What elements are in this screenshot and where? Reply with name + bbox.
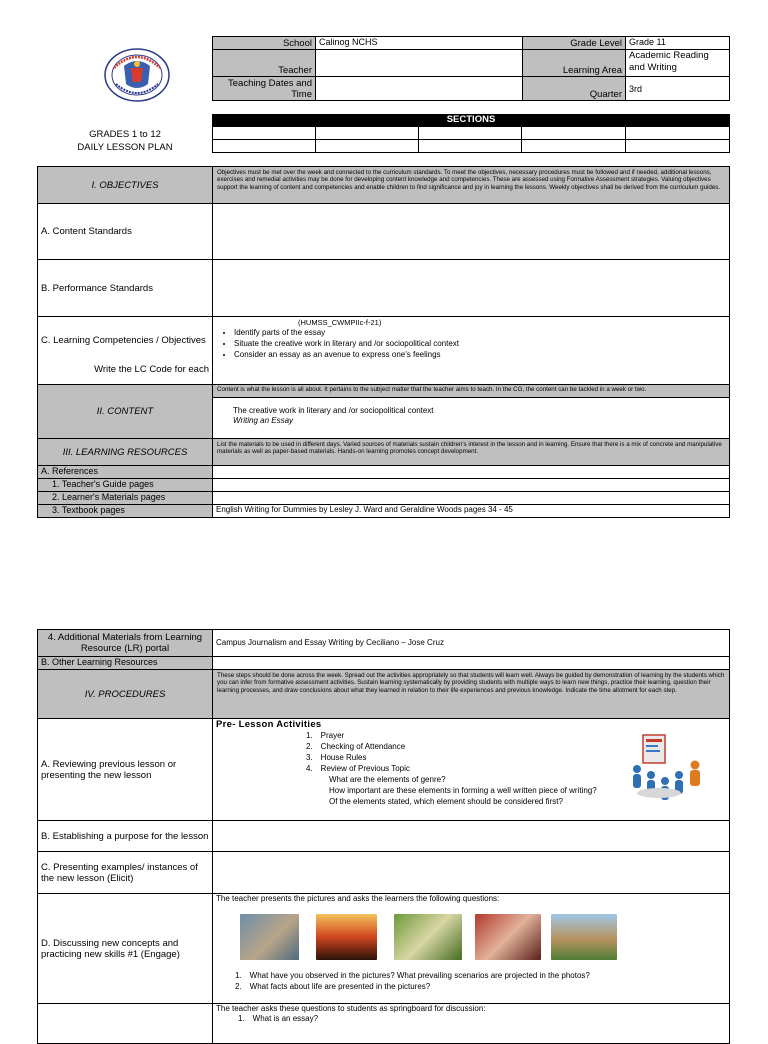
objectives-note: Objectives must be met over the week and connected to the curriculum standards. To meet the objectives, necessary procedures must be followed and if needed, additional lessons, exercises and remedial activities may be done for developing content knowledge and competencies. These are assessed using Formative Assessment strategies. Valuing objectives support the learning of content and competencies and enable children to find significance and joy in learning the lessons. Weekly objectives shall be derived from the curriculum guides. <box>213 167 730 204</box>
discussing-questions <box>235 970 590 992</box>
lesson-plan-table-page1 <box>37 166 730 518</box>
competencies-label-cell <box>38 317 213 385</box>
tg-label: 1. Teacher's Guide pages <box>38 479 213 492</box>
header-table <box>212 36 730 101</box>
discussing-question: 2. What facts about life are presented in the pictures? <box>235 982 431 991</box>
pre-lesson-item: 3. House Rules <box>306 753 367 762</box>
competency-item: • Identify parts of the essay <box>234 327 726 338</box>
lesson-plan-table-page2 <box>37 629 730 1044</box>
dates-label: Teaching Dates and Time <box>213 77 316 101</box>
other-resources-label: B. Other Learning Resources <box>38 657 213 670</box>
pre-lesson-item: 2. Checking of Attendance <box>306 742 406 751</box>
competency-item: • Situate the creative work in literary and /or sociopolitical context <box>234 338 726 349</box>
content-note: Content is what the lesson is all about. It pertains to the subject matter that the teacher aims to teach. In the CG, the content can be tackled in a week or two. <box>213 385 730 398</box>
content-line1: The creative work in literary and /or sociopolitical context <box>233 406 434 415</box>
review-question: How important are these elements in forming a well written piece of writing? <box>329 786 597 795</box>
picture-1 <box>240 914 299 960</box>
picture-3 <box>394 914 462 960</box>
reviewing-value <box>213 719 730 821</box>
plan-title <box>40 128 210 154</box>
section-cell <box>316 140 419 153</box>
section-cell <box>213 140 316 153</box>
discussing-intro: The teacher presents the pictures and asks the learners the following questions: <box>216 894 500 903</box>
meeting-illustration <box>629 731 709 811</box>
section-cell <box>626 127 730 140</box>
springboard-intro: The teacher asks these questions to students as springboard for discussion: <box>216 1004 486 1013</box>
pre-lesson-item: 1. Prayer <box>306 731 345 740</box>
picture-2 <box>316 914 377 960</box>
section-cell <box>213 127 316 140</box>
lr-portal-label: 4. Additional Materials from Learning Resource (LR) portal <box>38 630 213 657</box>
purpose-value <box>213 821 730 852</box>
performance-standards-label: B. Performance Standards <box>38 260 213 317</box>
performance-standards-value <box>213 260 730 317</box>
content-standards-label: A. Content Standards <box>38 204 213 260</box>
objectives-label: I. OBJECTIVES <box>38 167 213 204</box>
other-resources-value <box>213 657 730 670</box>
section-cell <box>522 127 626 140</box>
teacher-value <box>316 50 523 77</box>
presenting-examples-value <box>213 852 730 894</box>
review-question: What are the elements of genre? <box>329 775 446 784</box>
plan-title-line2: DAILY LESSON PLAN <box>77 142 173 153</box>
procedures-note: These steps should be done across the week. Spread out the activities appropriately so that students will learn well. Always be guided by demonstration of learning by the students which you can infer from formative assessment activities. Sustain learning systematically by providing students with multiple ways to learn new things, practice their learning, question their learning processes, and draw conclusions about what they learned in relation to their life experiences and previous knowledge. Indicate the time allotment for each step. <box>213 670 730 719</box>
section-cell <box>419 140 522 153</box>
quarter-value: 3rd <box>626 77 730 101</box>
content-value <box>213 398 730 439</box>
picture-4 <box>475 914 541 960</box>
resources-label: III. LEARNING RESOURCES <box>38 439 213 466</box>
competencies-label: C. Learning Competencies / Objectives <box>41 334 206 346</box>
springboard-question: 1. What is an essay? <box>238 1014 319 1023</box>
procedures-label: IV. PROCEDURES <box>38 670 213 719</box>
content-label: II. CONTENT <box>38 385 213 439</box>
grade-value: Grade 11 <box>626 37 730 50</box>
purpose-label: B. Establishing a purpose for the lesson <box>38 821 213 852</box>
discussing-question: 1. What have you observed in the pictures? What prevailing scenarios are projected in the photos? <box>235 971 590 980</box>
content-line2: Writing an Essay <box>233 415 294 425</box>
references-value <box>213 466 730 479</box>
section-cell <box>316 127 419 140</box>
competencies-value <box>213 317 730 385</box>
competency-code: (HUMSS_CWMPIIc-f-21) <box>298 318 382 327</box>
references-label: A. References <box>38 466 213 479</box>
resources-note: List the materials to be used in different days. Varied sources of materials sustain children's interest in the lesson and in learning. Ensure that there is a mix of concrete and manipulative materials as well as paper-based materials. Hands-on learning promotes concept development. <box>213 439 730 466</box>
tg-value <box>213 479 730 492</box>
textbook-label: 3. Textbook pages <box>38 505 213 518</box>
section-cell <box>522 140 626 153</box>
lm-value <box>213 492 730 505</box>
lm-label: 2. Learner's Materials pages <box>38 492 213 505</box>
grade-label: Grade Level <box>523 37 626 50</box>
content-standards-value <box>213 204 730 260</box>
reviewing-label: A. Reviewing previous lesson or presenting the new lesson <box>38 719 213 821</box>
picture-5 <box>551 914 617 960</box>
learning-area-label: Learning Area <box>523 50 626 77</box>
discussing-value <box>213 894 730 1004</box>
school-seal-logo <box>104 48 170 102</box>
dates-value <box>316 77 523 101</box>
plan-title-line1: GRADES 1 to 12 <box>89 129 161 140</box>
section-cell <box>626 140 730 153</box>
pre-lesson-item: 4. Review of Previous Topic <box>306 764 410 773</box>
review-question: Of the elements stated, which element should be considered first? <box>329 797 563 806</box>
lr-portal-value: Campus Journalism and Essay Writing by Ceciliano – Jose Cruz <box>213 630 730 657</box>
lc-code-note: Write the LC Code for each <box>94 363 209 375</box>
competency-item: • Consider an essay as an avenue to express one's feelings <box>234 349 726 360</box>
school-value: Calinog NCHS <box>316 37 523 50</box>
competency-list <box>216 327 726 360</box>
section-cell <box>419 127 522 140</box>
teacher-label: Teacher <box>213 50 316 77</box>
sections-table <box>212 114 730 153</box>
discussing-label: D. Discussing new concepts and practicing new skills #1 (Engage) <box>38 894 213 1004</box>
sections-header: SECTIONS <box>213 115 730 127</box>
learning-area-value: Academic Reading and Writing <box>626 50 730 77</box>
pre-lesson-title: Pre- Lesson Activities <box>216 719 322 730</box>
quarter-label: Quarter <box>523 77 626 101</box>
presenting-examples-label: C. Presenting examples/ instances of the new lesson (Elicit) <box>38 852 213 894</box>
school-label: School <box>213 37 316 50</box>
textbook-value: English Writing for Dummies by Lesley J. Ward and Geraldine Woods pages 34 - 45 <box>213 505 730 518</box>
